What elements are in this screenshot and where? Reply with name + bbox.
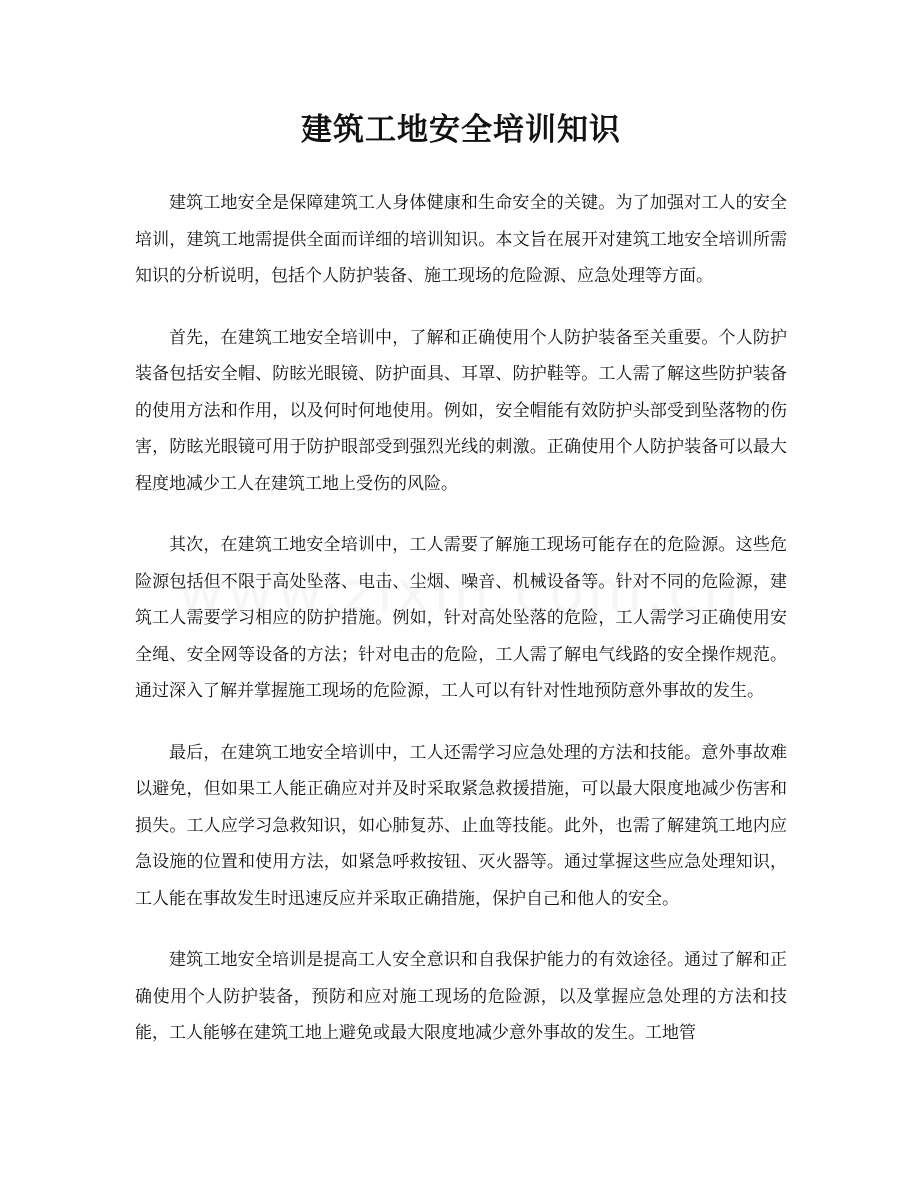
paragraph-intro: 建筑工地安全是保障建筑工人身体健康和生命安全的关键。为了加强对工人的安全培训，建筑工地需提供全面而详细的培训知识。本文旨在展开对建筑工地安全培训所需知识的分析说明，包括个人防护装备、施工现场的危险源、应急处理等方面。 [135,193,787,286]
paragraph-hazard-sources: 其次，在建筑工地安全培训中，工人需要了解施工现场可能存在的危险源。这些危险源包括但不限于高处坠落、电击、尘烟、噪音、机械设备等。针对不同的危险源，建筑工人需要学习相应的防护措施。例如，针对高处坠落的危险，工人需学习正确使用安全绳、安全网等设备的方法；针对电击的危险，工人需了解电气线路的安全操作规范。通过深入了解并掌握施工现场的危险源，工人可以有针对性地预防意外事故的发生。 [135,535,787,701]
document-title: 建筑工地安全培训知识 [301,112,621,148]
paragraph-protective-equipment: 首先，在建筑工地安全培训中，了解和正确使用个人防护装备至关重要。个人防护装备包括安全帽、防眩光眼镜、防护面具、耳罩、防护鞋等。工人需了解这些防护装备的使用方法和作用，以及何时何地使用。例如，安全帽能有效防护头部受到坠落物的伤害，防眩光眼镜可用于防护眼部受到强烈光线的刺激。正确使用个人防护装备可以最大程度地减少工人在建筑工地上受伤的风险。 [135,327,787,494]
paragraph-conclusion: 建筑工地安全培训是提高工人安全意识和自我保护能力的有效途径。通过了解和正确使用个人防护装备，预防和应对施工现场的危险源，以及掌握应急处理的方法和技能，工人能够在建筑工地上避免或最大限度地减少意外事故的发生。工地管 [135,950,787,1043]
paragraph-emergency-response: 最后，在建筑工地安全培训中，工人还需学习应急处理的方法和技能。意外事故难以避免，但如果工人能正确应对并及时采取紧急救援措施，可以最大限度地减少伤害和损失。工人应学习急救知识，如心肺复苏、止血等技能。此外，也需了解建筑工地内应急设施的位置和使用方法，如紧急呼救按钮、灭火器等。通过掌握这些应急处理知识，工人能在事故发生时迅速反应并采取正确措施，保护自己和他人的安全。 [135,742,787,909]
document-body [135,185,787,1052]
